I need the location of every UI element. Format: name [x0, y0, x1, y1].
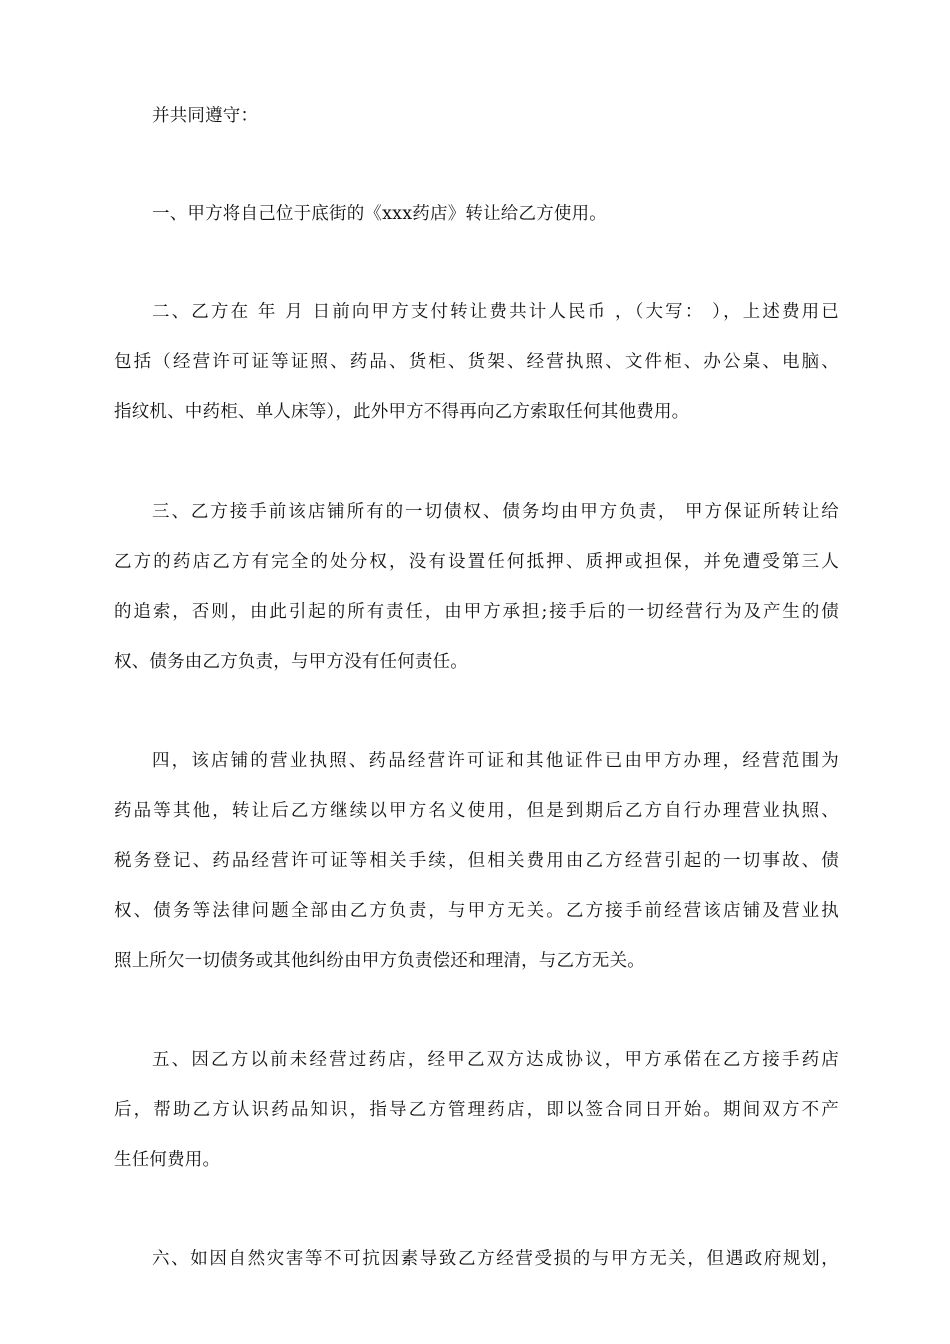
clause-3-line: 乙方的药店乙方有完全的处分权，没有设置任何抵押、质押或担保，并免遭受第三人	[114, 552, 839, 572]
clause-5-line: 后，帮助乙方认识药品知识，指导乙方管理药店，即以签合同日开始。期间双方不产	[114, 1100, 839, 1120]
clause-4-line: 权、债务等法律问题全部由乙方负责，与甲方无关。乙方接手前经营该店铺及营业执	[114, 901, 839, 921]
clause-2-line: 包括（经营许可证等证照、药品、货柜、货架、经营执照、文件柜、办公桌、电脑、	[114, 352, 839, 372]
clause-3-line: 的追索，否则，由此引起的所有责任，由甲方承担;接手后的一切经营行为及产生的债	[114, 602, 839, 622]
clause-4-line: 四，该店铺的营业执照、药品经营许可证和其他证件已由甲方办理，经营范围为	[152, 751, 839, 771]
clause-3-line: 三、乙方接手前该店铺所有的一切债权、债务均由甲方负责， 甲方保证所转让给	[152, 502, 839, 522]
clause-1-line: 一、甲方将自己位于底街的《xxx药店》转让给乙方使用。	[152, 204, 608, 224]
clause-6-line: 六、如因自然灾害等不可抗因素导致乙方经营受损的与甲方无关，但遇政府规划，	[152, 1249, 839, 1269]
clause-4-line: 药品等其他，转让后乙方继续以甲方名义使用，但是到期后乙方自行办理营业执照、	[114, 801, 839, 821]
clause-4-line: 税务登记、药品经营许可证等相关手续，但相关费用由乙方经营引起的一切事故、债	[114, 851, 839, 871]
text-line: 并共同遵守：	[152, 106, 259, 126]
clause-4-line: 照上所欠一切债务或其他纠纷由甲方负责偿还和理清，与乙方无关。	[114, 951, 645, 971]
clause-2-line: 指纹机、中药柜、单人床等），此外甲方不得再向乙方索取任何其他费用。	[114, 402, 690, 422]
clause-5-line: 五、因乙方以前未经营过药店，经甲乙双方达成协议，甲方承偌在乙方接手药店	[152, 1050, 839, 1070]
clause-2-line: 二、乙方在 年 月 日前向甲方支付转让费共计人民币 ，（大写： ），上述费用已	[152, 302, 839, 322]
clause-3-line: 权、债务由乙方负责，与甲方没有任何责任。	[114, 652, 468, 672]
clause-5-line: 生任何费用。	[114, 1150, 221, 1170]
